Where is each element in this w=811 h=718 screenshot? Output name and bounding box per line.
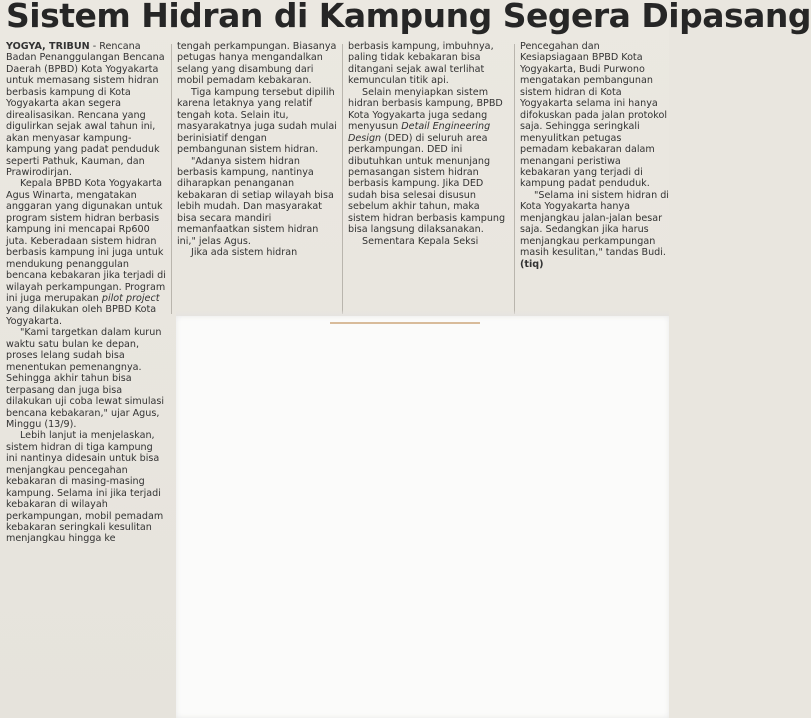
article-paragraph: tengah perkampungan. Biasanya petugas hanya mengandalkan selang yang disambung dari mobil pemadam kebakaran. xyxy=(177,41,337,87)
column-divider xyxy=(514,44,515,314)
italic-term: Detail Engineering Design xyxy=(348,121,491,144)
article-paragraph: Tiga kampung tersebut dipilih karena letaknya yang relatif tengah kota. Selain itu, masyarakatnya juga sudah mulai berinisiatif dengan pembangunan sistem hidran. xyxy=(177,86,337,156)
article-column-3 xyxy=(348,41,508,311)
article-column-1 xyxy=(6,41,166,718)
article-paragraph: Kepala BPBD Kota Yogyakarta Agus Winarta, mengatakan anggaran yang digunakan untuk program sistem hidran berbasis kampung ini mencapai Rp600 juta. Keberadaan sistem hidran berbasis kampung ini juga untuk mendukung penanggulan bencana kebakaran jika terjadi di wilayah perkampungan. Program ini juga merupakan pilot project yang dilakukan oleh BPBD Kota Yogyakarta. xyxy=(6,178,166,327)
article-column-2 xyxy=(177,41,337,311)
article-paragraph: Sementara Kepala Seksi xyxy=(362,235,479,247)
italic-term: pilot project xyxy=(101,292,160,304)
author-initials: (tiq) xyxy=(520,258,544,270)
article-headline: Sistem Hidran di Kampung Segera Dipasang xyxy=(6,0,811,35)
article-paragraph: "Selama ini sistem hidran di Kota Yogyakarta hanya menjangkau jalan-jalan besar saja. Sedangkan jika harus menjangkau perkampungan masih kesulitan," tandas Budi. (tiq) xyxy=(520,189,669,270)
article-paragraph: "Adanya sistem hidran berbasis kampung, nantinya diharapkan penanganan kebakaran di setiap wilayah bisa lebih mudah. Dan masyarakat bisa secara mandiri memanfaatkan sistem hidran ini," jelas Agus. xyxy=(177,155,334,247)
article-paragraph: Pencegahan dan Kesiapsiagaan BPBD Kota Yogyakarta, Budi Purwono mengatakan pembangunan sistem hidran di Kota Yogyakarta selama ini hanya difokuskan pada jalan protokol saja. Sehingga seringkali menyulitkan petugas pemadam kebakaran dalam menangani peristiwa kebakaran yang terjadi di kampung padat penduduk. xyxy=(520,41,668,190)
article-paragraph: Jika ada sistem hidran xyxy=(191,247,298,259)
article-paragraph: berbasis kampung, imbuhnya, paling tidak kebakaran bisa ditangani sejak awal terlihat kemunculan titik api. xyxy=(348,41,494,87)
blank-paper-area xyxy=(176,316,669,718)
dateline: YOGYA, TRIBUN xyxy=(6,41,90,52)
article-column-4 xyxy=(520,41,669,311)
article-paragraph: Selain menyiapkan sistem hidran berbasis kampung, BPBD Kota Yogyakarta juga sedang menyusun Detail Engineering Design (DED) di seluruh area perkampungan. DED ini dibutuhkan untuk menunjang pemasangan sistem hidran berbasis kampung. Jika DED sudah bisa selesai disusun sebelum akhir tahun, maka sistem hidran berbasis kampung bisa langsung dilaksanakan. xyxy=(348,86,506,236)
print-mark xyxy=(330,322,480,324)
article-paragraph: Lebih lanjut ia menjelaskan, sistem hidran di tiga kampung ini nantinya didesain untuk bisa menjangkau pencegahan kebakaran di masing-masing kampung. Selama ini jika terjadi kebakaran di wilayah perkampungan, mobil pemadam kebakaran seringkali kesulitan menjangkau hingga ke xyxy=(6,430,164,545)
article-paragraph: YOGYA, TRIBUN - Rencana Badan Penanggulangan Bencana Daerah (BPBD) Kota Yogyakarta untuk memasang sistem hidran berbasis kampung di Kota Yogyakarta akan segera direalisasikan. Rencana yang digulirkan sejak awal tahun ini, akan menyasar kampung-kampung yang padat penduduk seperti Pathuk, Kauman, dan Prawirodirjan. xyxy=(6,41,165,178)
column-divider xyxy=(171,44,172,314)
column-divider xyxy=(342,44,343,314)
article-paragraph: "Kami targetkan dalam kurun waktu satu bulan ke depan, proses lelang sudah bisa menentukan pemenangnya. Sehingga akhir tahun bisa terpasang dan juga bisa dilakukan uji coba lewat simulasi bencana kebakaran," ujar Agus, Minggu (13/9). xyxy=(6,327,165,430)
